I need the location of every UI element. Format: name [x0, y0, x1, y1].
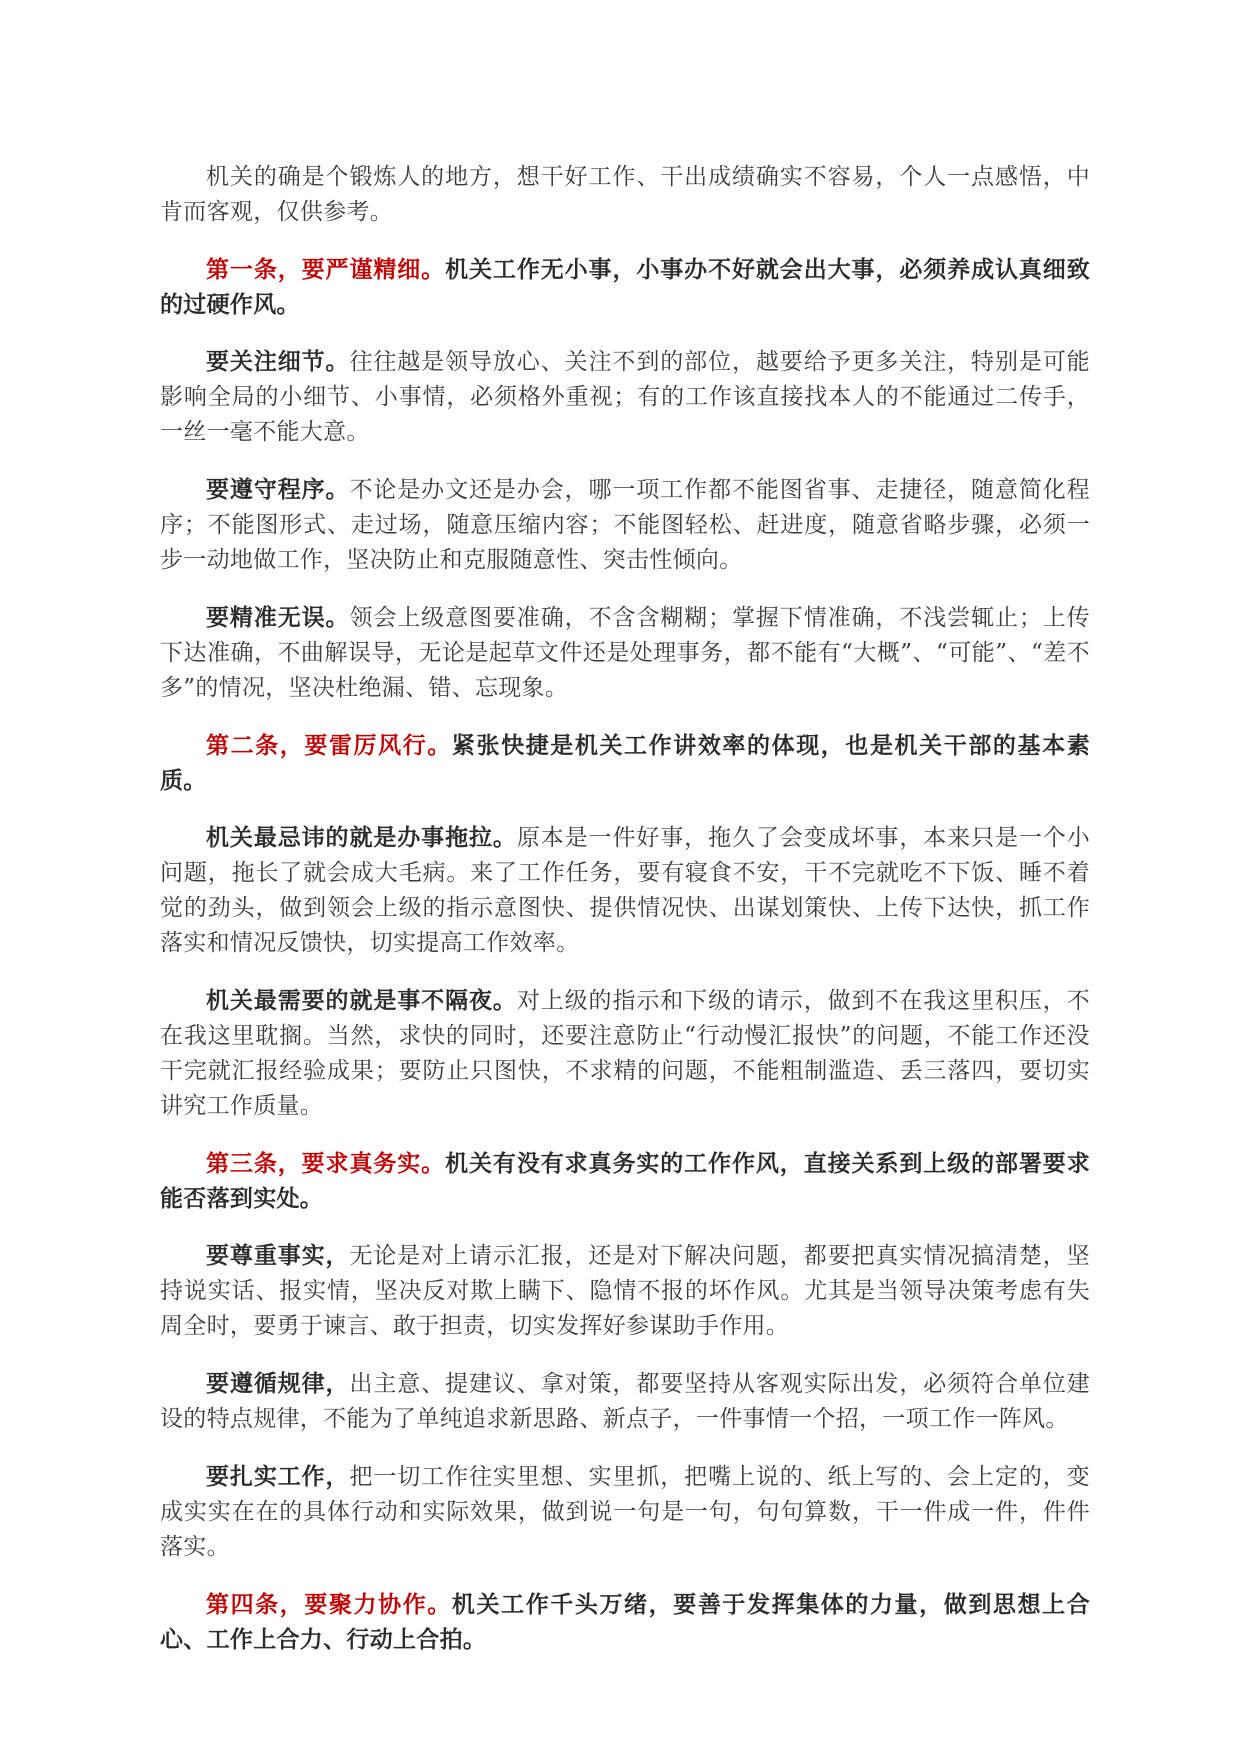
section-2-heading [160, 728, 1090, 798]
section-1-point-2 [160, 472, 1090, 578]
point-lead: 机关最需要的就是事不隔夜。 [206, 987, 517, 1014]
point-text: 无论是对上请示汇报，还是对下解决问题，都要把真实情况搞清楚，坚持说实话、报实情，坚决反对欺上瞒下、隐情不报的坏作风。尤其是当领导决策考虑有失周全时，要勇于谏言、敢于担责，切实发挥好参谋助手作用。 [160, 1243, 1090, 1339]
section-2-title: 第二条，要雷厉风行。 [206, 732, 452, 759]
section-4-heading [160, 1587, 1090, 1657]
section-4-title: 第四条，要聚力协作。 [206, 1591, 452, 1618]
section-3-heading [160, 1146, 1090, 1216]
point-lead: 要遵循规律， [206, 1370, 350, 1397]
point-lead: 要关注细节。 [206, 348, 350, 375]
point-lead: 要精准无误。 [206, 604, 350, 631]
section-1-summary: 机关工作无小事，小事办不好就会出大事，必须养成认真细致的过硬作风。 [160, 256, 1091, 318]
point-text: 对上级的指示和下级的请示，做到不在我这里积压，不在我这里耽搁。当然，求快的同时，还要注意防止“行动慢汇报快”的问题，不能工作还没干完就汇报经验成果；要防止只图快，不求精的问题，不能粗制滥造、丢三落四，要切实讲究工作质量。 [160, 988, 1090, 1119]
section-1-point-1 [160, 344, 1090, 450]
document-body [160, 160, 1090, 1679]
section-3-point-3 [160, 1459, 1090, 1565]
point-lead: 要扎实工作， [206, 1463, 350, 1490]
point-text: 出主意、提建议、拿对策，都要坚持从客观实际出发，必须符合单位建设的特点规律，不能为了单纯追求新思路、新点子，一件事情一个招，一项工作一阵风。 [160, 1371, 1090, 1432]
point-text: 把一切工作往实里想、实里抓，把嘴上说的、纸上写的、会上定的，变成实实在在的具体行动和实际效果，做到说一句是一句，句句算数，干一件成一件，件件落实。 [160, 1464, 1090, 1560]
point-lead: 机关最忌讳的就是办事拖拉。 [206, 824, 517, 851]
point-text: 往往越是领导放心、关注不到的部位，越要给予更多关注，特别是可能影响全局的小细节、小事情，必须格外重视；有的工作该直接找本人的不能通过二传手，一丝一毫不能大意。 [160, 349, 1090, 445]
point-lead: 要尊重事实， [206, 1242, 350, 1269]
point-text: 不论是办文还是办会，哪一项工作都不能图省事、走捷径，随意简化程序；不能图形式、走过场，随意压缩内容；不能图轻松、赶进度，随意省略步骤，必须一步一动地做工作，坚决防止和克服随意性、突击性倾向。 [160, 477, 1090, 573]
section-3-title: 第三条，要求真务实。 [206, 1150, 446, 1177]
section-2-point-2 [160, 983, 1090, 1124]
point-text: 领会上级意图要准确，不含含糊糊；掌握下情准确，不浅尝辄止；上传下达准确，不曲解误导，无论是起草文件还是处理事务，都不能有“大概”、“可能”、“差不多”的情况，坚决杜绝漏、错、忘现象。 [160, 605, 1090, 701]
section-2-point-1 [160, 820, 1090, 961]
section-3-point-1 [160, 1238, 1090, 1344]
intro-paragraph: 机关的确是个锻炼人的地方，想干好工作、干出成绩确实不容易，个人一点感悟，中肯而客观，仅供参考。 [160, 164, 1090, 225]
section-4-summary: 机关工作千头万绪，要善于发挥集体的力量，做到思想上合心、工作上合力、行动上合拍。 [160, 1591, 1090, 1653]
section-1-title: 第一条，要严谨精细。 [206, 256, 446, 283]
section-1-point-3 [160, 600, 1090, 706]
section-3-summary: 机关有没有求真务实的工作作风，直接关系到上级的部署要求能否落到实处。 [160, 1150, 1091, 1212]
point-lead: 要遵守程序。 [206, 476, 350, 503]
point-text: 原本是一件好事，拖久了会变成坏事，本来只是一个小问题，拖长了就会成大毛病。来了工作任务，要有寝食不安，干不完就吃不下饭、睡不着觉的劲头，做到领会上级的指示意图快、提供情况快、出谋划策快、上传下达快，抓工作落实和情况反馈快，切实提高工作效率。 [160, 825, 1090, 956]
section-1-heading [160, 252, 1090, 322]
section-3-point-2 [160, 1366, 1090, 1437]
section-2-summary: 紧张快捷是机关工作讲效率的体现，也是机关干部的基本素质。 [160, 732, 1090, 794]
